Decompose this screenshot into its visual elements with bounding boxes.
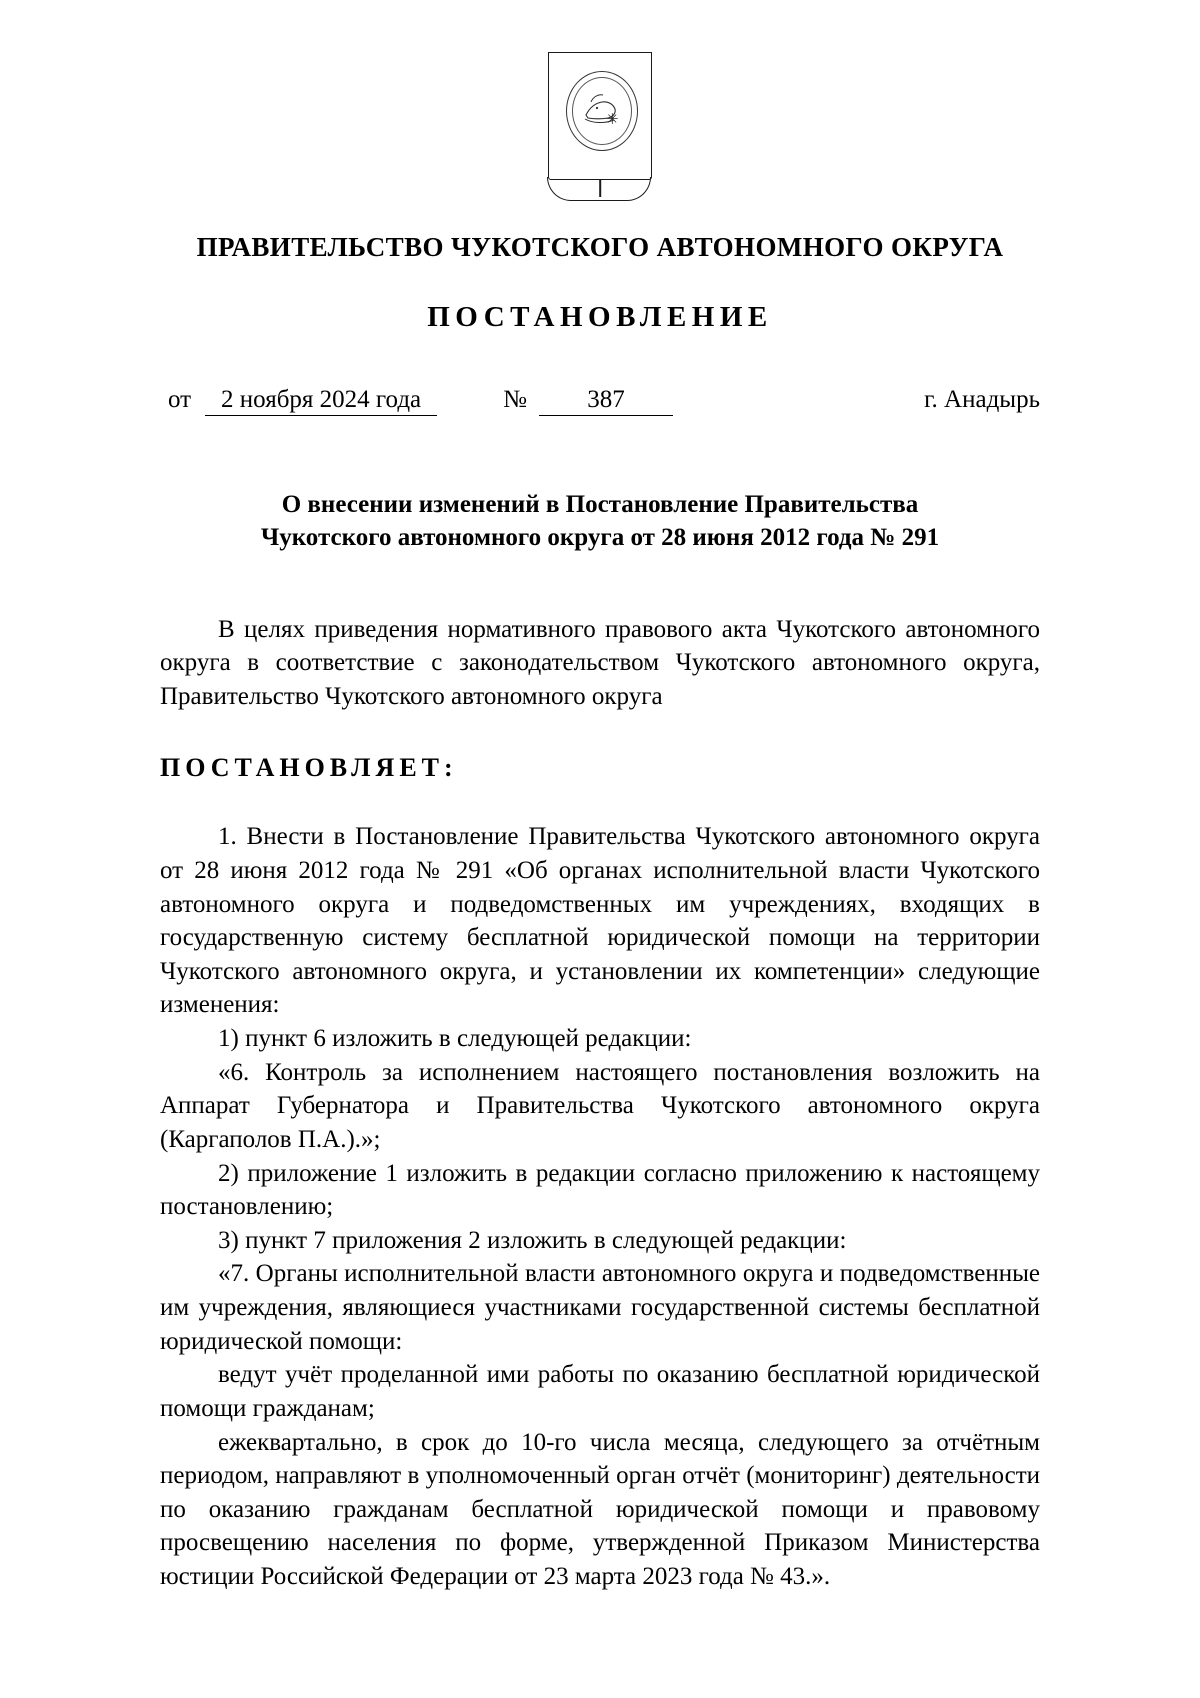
emblem-inner	[562, 67, 640, 153]
number-value: 387	[539, 386, 673, 416]
subject-line-1: О внесении изменений в Постановление Правительства	[281, 491, 919, 518]
shield-bottom	[547, 177, 651, 201]
document-meta-line	[0, 386, 1200, 416]
date-value: 2 ноября 2024 года	[205, 386, 437, 416]
emblem-container	[0, 0, 1200, 180]
preamble-text: В целях приведения нормативного правового акта Чукотского автономного округа в соответствие с законодательством Чукотского автономного округа, Правительство Чукотского автономного округа	[160, 615, 1040, 710]
body-paragraph: «7. Органы исполнительной власти автономного округа и подведомственные им учреждения, являющиеся участниками государственной системы бесплатной юридической помощи:	[160, 1260, 1040, 1355]
coat-of-arms-icon	[548, 52, 652, 180]
body-paragraph: ежеквартально, в срок до 10-го числа месяца, следующего за отчётным периодом, направляют в уполномоченный орган отчёт (мониторинг) деятельности по оказанию гражданам бесплатной юридической помощи и правовому просвещению населения по форме, утвержденной Приказом Министерства юстиции Российской Федерации от 23 марта 2023 года № 43.».	[160, 1428, 1040, 1591]
document-subject	[0, 488, 1200, 555]
government-title: ПРАВИТЕЛЬСТВО ЧУКОТСКОГО АВТОНОМНОГО ОКРУГА	[196, 232, 1004, 262]
body-paragraph: 1) пункт 6 изложить в следующей редакции:	[218, 1025, 692, 1053]
shield-shape	[548, 52, 652, 180]
body-paragraph: 1. Внести в Постановление Правительства Чукотского автономного округа от 28 июня 2012 года № 291 «Об органах исполнительной власти Чукотского автономного округа и подведомственных им учреждениях, входящих в государственную систему бесплатной юридической помощи на территории Чукотского автономного округа, и установлении их компетенции» следующие изменения:	[160, 823, 1040, 1019]
body-paragraph: «6. Контроль за исполнением настоящего постановления возложить на Аппарат Губернатора и Правительства Чукотского автономного округа (Каргаполов П.А.).»;	[160, 1058, 1040, 1153]
body-paragraph: 2) приложение 1 изложить в редакции согласно приложению к настоящему постановлению;	[160, 1159, 1040, 1221]
star-icon: ✳	[606, 112, 619, 128]
subject-line-2: Чукотского автономного округа от 28 июня 2012 года № 291	[260, 524, 940, 552]
number-label: №	[503, 386, 527, 413]
date-label: от	[168, 386, 192, 413]
document-type-heading: ПОСТАНОВЛЕНИЕ	[427, 301, 773, 333]
body-paragraph: 3) пункт 7 приложения 2 изложить в следующей редакции:	[218, 1226, 847, 1254]
city-label: г. Анадырь	[924, 386, 1040, 413]
document-body	[0, 613, 1200, 1594]
body-paragraph: ведут учёт проделанной ими работы по оказанию бесплатной юридической помощи гражданам;	[160, 1361, 1040, 1422]
decides-heading: ПОСТАНОВЛЯЕТ:	[160, 753, 458, 783]
